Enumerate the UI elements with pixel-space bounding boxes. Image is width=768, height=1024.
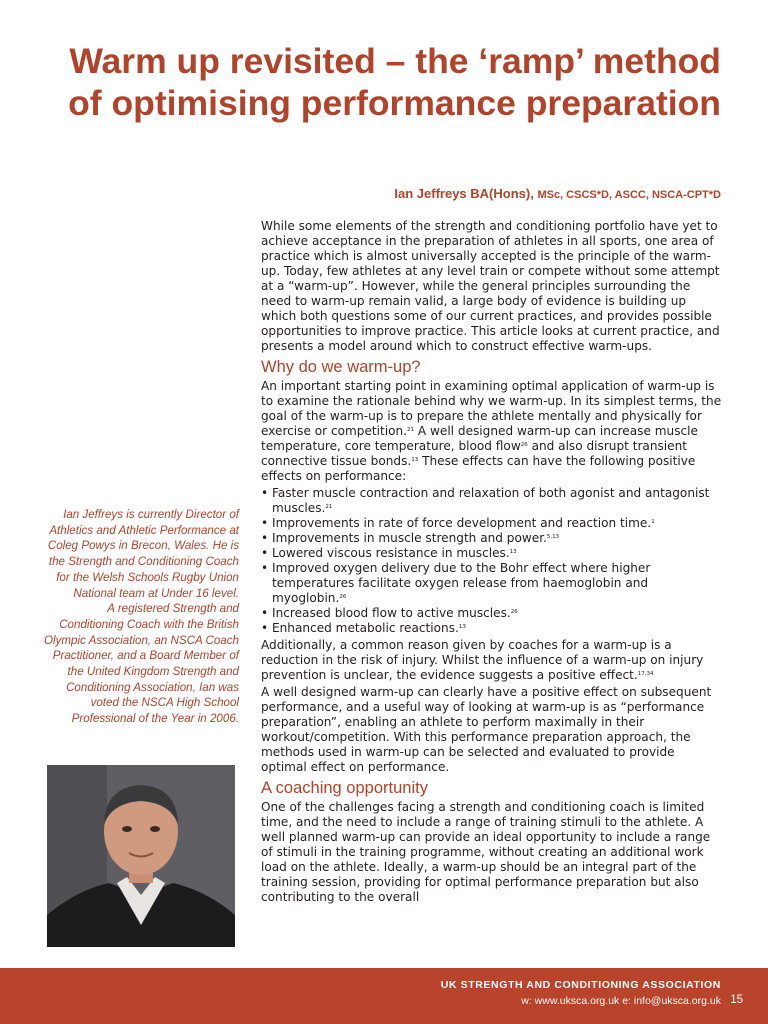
list-item: • Lowered viscous resistance in muscles.$^{13}$ [261, 546, 723, 561]
intro-paragraph: While some elements of the strength and conditioning portfolio have yet to achieve acceptance in the preparation of athletes in all sports, one area of practice which is almost universally accepted is the principle of the warm-up. Today, few athletes at any level train or compete without some attempt at a “warm-up”. However, while the general principles surrounding the need to warm-up remain valid, a large body of evidence is building up which both questions some of our current practices, and provides possible opportunities to improve practice. This article looks at current practice, and presents a model around which to construct effective warm-ups. [261, 219, 720, 353]
bio-paragraph-2: A registered Strength and Conditioning Coach with the British Olympic Association, an NSCA Coach Practitioner, and a Board Member of the United Kingdom Strength and Conditioning Association, Ian was voted the NSCA High School Professional of the Year in 2006. [43, 602, 239, 726]
section-heading-coaching: A coaching opportunity [261, 779, 428, 797]
page-number: 15 [730, 994, 743, 1006]
why-paragraph-3: A well designed warm-up can clearly have a positive effect on subsequent performance, and a useful way of looking at warm-up is as “performance preparation”, enabling an athlete to perform maximally in their workout/competition. With this performance preparation approach, the methods used in warm-up can be selected and evaluated to provide optimal effect on performance. [261, 685, 712, 774]
author-photo [47, 765, 235, 947]
author-bio [40, 507, 239, 727]
footer-organisation: UK STRENGTH AND CONDITIONING ASSOCIATION [440, 979, 721, 991]
article-body [261, 219, 723, 907]
list-item: • Improvements in muscle strength and power.$^{5,13}$ [261, 531, 723, 546]
footer-contact: w: www.uksca.org.uk e: info@uksca.org.uk [521, 995, 721, 1007]
why-paragraph-2: Additionally, a common reason given by coaches for a warm-up is a reduction in the risk of injury. Whilst the influence of a warm-up on injury prevention is unclear, the evidence suggests a positive effect.$^{17,34}$ [261, 638, 704, 682]
list-item: • Faster muscle contraction and relaxation of both agonist and antagonist muscles.$^{21}$ [261, 486, 723, 516]
author-qualifications: MSc, CSCS*D, ASCC, NSCA-CPT*D [537, 189, 721, 201]
article-title: Warm up revisited – the ‘ramp’ method of optimising performance preparation [68, 41, 721, 123]
bio-paragraph-1: Ian Jeffreys is currently Director of Athletics and Athletic Performance at Coleg Powys in Brecon, Wales. He is the Strength and Conditioning Coach for the Welsh Schools Rugby Union National team at Under 16 level. [47, 508, 239, 600]
list-item: • Increased blood flow to active muscles.$^{26}$ [261, 606, 723, 621]
author-portrait-image [47, 765, 235, 947]
list-item: • Improved oxygen delivery due to the Bohr effect where higher temperatures facilitate oxygen release from haemoglobin and myoglobin.$^{26}$ [261, 561, 723, 606]
why-paragraph-1: An important starting point in examining optimal application of warm-up is to examine the rationale behind why we warm-up. In its simplest terms, the goal of the warm-up is to prepare the athlete mentally and physically for exercise or competition.$^{21}$ A well designed warm-up can increase muscle temperature, core temperature, blood flow$^{26}$ and also disrupt transient connective tissue bonds.$^{13}$ These effects can have the following positive effects on performance: [261, 379, 722, 483]
author-line [161, 186, 721, 201]
effects-list [261, 486, 723, 636]
page-footer [0, 968, 768, 1024]
section-heading-why: Why do we warm-up? [261, 358, 421, 376]
list-item: • Improvements in rate of force development and reaction time.$^1$ [261, 516, 723, 531]
list-item: • Enhanced metabolic reactions.$^{13}$ [261, 621, 723, 636]
coaching-paragraph-1: One of the challenges facing a strength and conditioning coach is limited time, and the need to include a range of training stimuli to the athlete. A well planned warm-up can provide an ideal opportunity to include a range of stimuli in the training programme, without creating an additional work load on the athlete. Ideally, a warm-up should be an integral part of the training session, providing for optimal performance preparation but also contributing to the overall [261, 800, 711, 904]
author-name: Ian Jeffreys BA(Hons), [394, 186, 538, 201]
